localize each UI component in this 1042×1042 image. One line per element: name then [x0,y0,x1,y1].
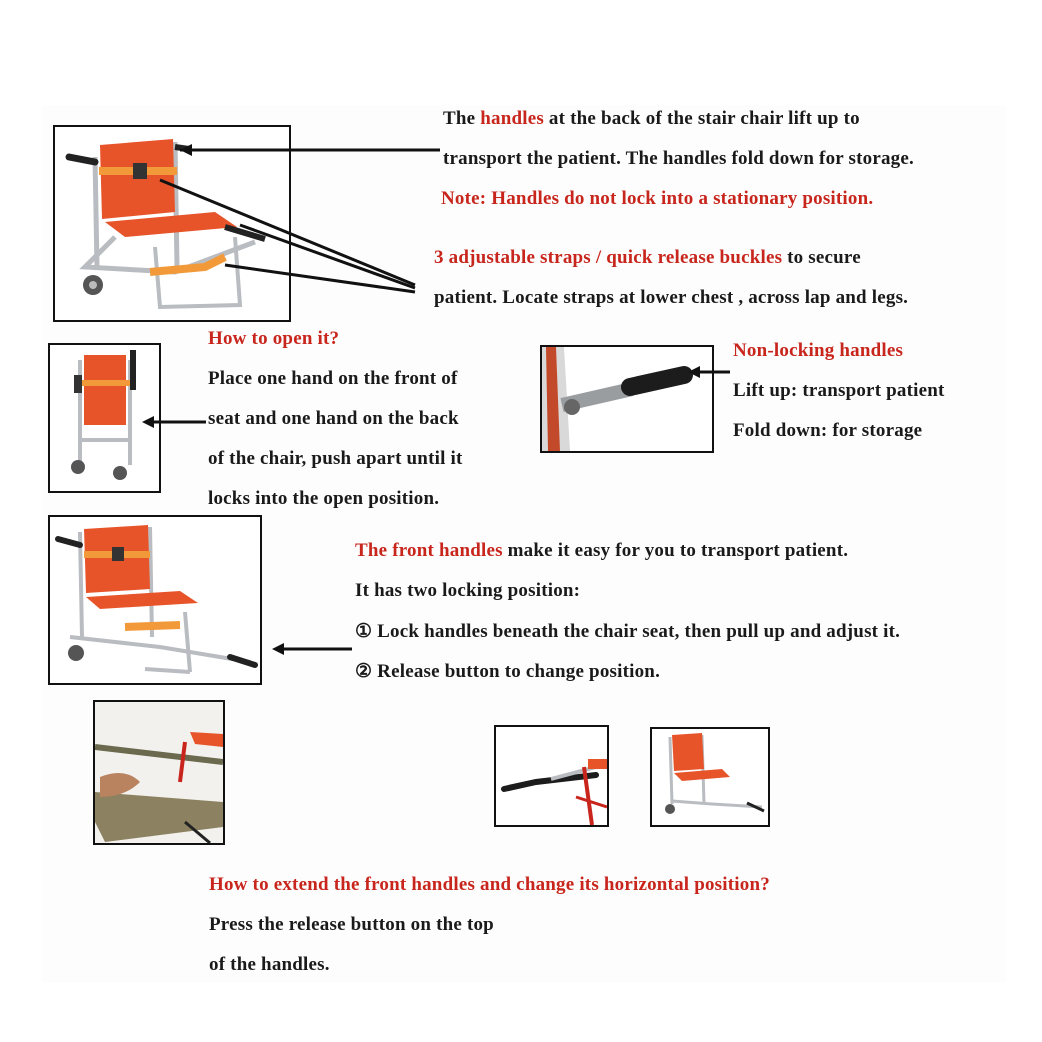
straps-highlight: 3 adjustable straps / quick release buckles [434,247,783,268]
handles-desc-line2: transport the patient. The handles fold down for storage. [443,148,914,169]
extend-line1: Press the release button on the top [209,914,494,935]
open-line-4: locks into the open position. [208,488,440,509]
extend-title: How to extend the front handles and change its horizontal position? [209,874,770,895]
chair-photo-extended [650,727,770,827]
handle-photo [540,345,714,453]
text-post: to secure [782,247,861,268]
front-item1: ① Lock handles beneath the chair seat, then pull up and adjust it. [355,621,901,642]
text-post: make it easy for you to transport patient. [502,540,849,561]
handles-highlight: handles [480,108,544,129]
chair-photo-front-handles [48,515,262,685]
release-photo-image [95,702,223,843]
handles-note: Note: Handles do not lock into a stationary position. [441,188,874,209]
straps-desc-line1 [434,247,861,269]
front-item2: ② Release button to change position. [355,661,661,682]
text-pre: The [443,108,481,129]
extension-photo-image [496,727,607,825]
open-line-1: Place one hand on the front of [208,368,458,389]
nonlock-line2: Fold down: for storage [733,420,923,441]
nonlock-line1: Lift up: transport patient [733,380,945,401]
text-post: at the back of the stair chair lift up to [543,108,860,129]
open-line-2: seat and one hand on the back [208,408,459,429]
arrow-left-icon [686,364,732,380]
front-line1 [355,540,848,562]
handle-extension-photo [494,725,609,827]
handle-photo-image [542,347,712,451]
chair-photo [50,517,260,683]
pointer-arrows-top [150,130,440,310]
front-line2: It has two locking position: [355,580,581,601]
front-handles-highlight: The front handles [355,540,503,561]
extend-line2: of the handles. [209,954,330,975]
release-button-photo [93,700,225,845]
open-title: How to open it? [208,328,340,349]
arrow-left-icon [270,641,354,657]
straps-desc-line2: patient. Locate straps at lower chest , across lap and legs. [434,287,909,308]
open-line-3: of the chair, push apart until it [208,448,463,469]
arrow-left-icon [140,414,208,430]
handles-desc-line1 [443,108,860,130]
nonlock-title: Non-locking handles [733,340,904,361]
chair-photo [652,729,768,825]
